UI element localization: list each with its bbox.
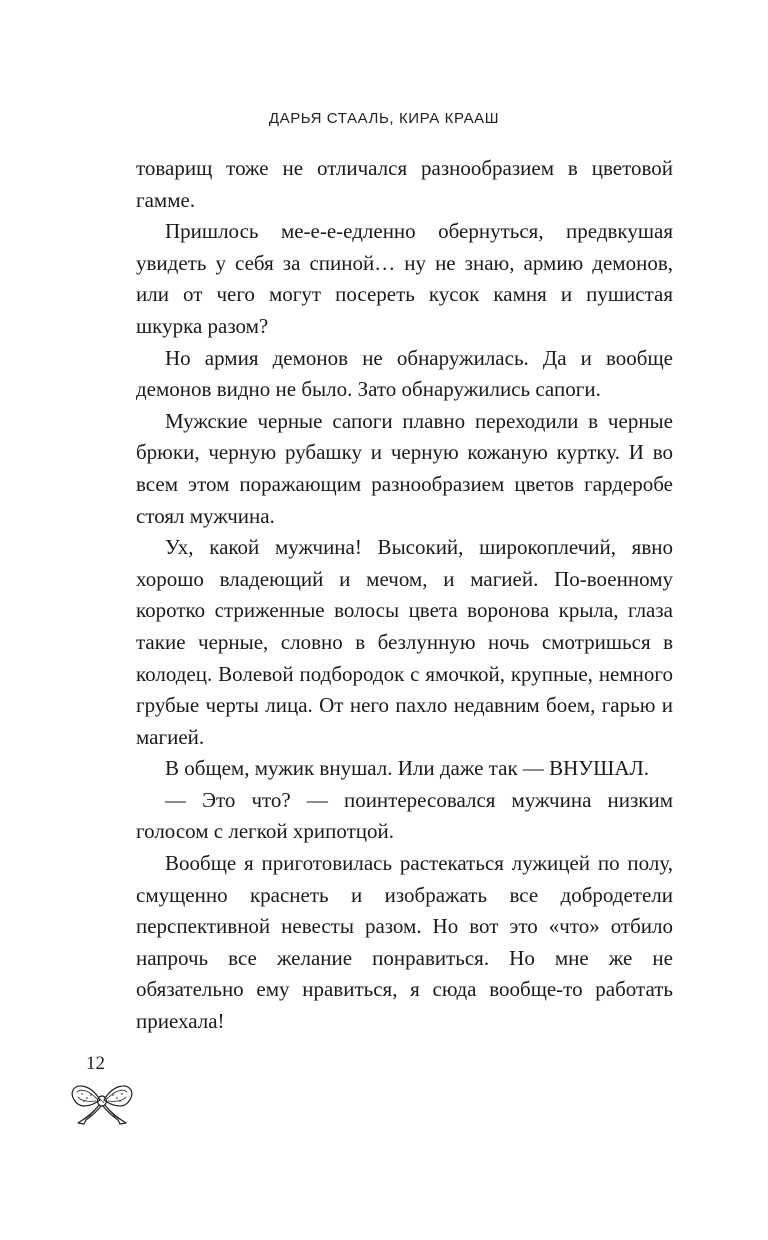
bow-icon <box>70 1076 134 1128</box>
body-text <box>136 153 673 1038</box>
paragraph: Пришлось ме-е-е-едленно обернуться, предвкушая увидеть у себя за спиной… ну не знаю, армию демонов, или от чего могут посереть кусок камня и пушистая шкурка разом? <box>136 219 673 338</box>
paragraph: Но армия демонов не обнаружилась. Да и вообще демонов видно не было. Зато обнаружились сапоги. <box>136 345 673 402</box>
page-number: 12 <box>86 1053 105 1074</box>
paragraph: — Это что? — поинтересовался мужчина низким голосом с легкой хрипотцой. <box>136 787 673 844</box>
paragraph: товарищ тоже не отличался разнообразием в цветовой гамме. <box>136 156 673 212</box>
paragraph: В общем, мужик внушал. Или даже так — ВНУШАЛ. <box>165 756 650 781</box>
paragraph: Вообще я приготовилась растекаться лужицей по полу, смущенно краснеть и изображать все добродетели перспективной невесты разом. Но вот это «что» отбило напрочь все желание понравиться. Но мне же не обязательно ему нравиться, я сюда вообще-то работать приехала! <box>136 851 673 1034</box>
running-head: ДАРЬЯ СТААЛЬ, КИРА КРААШ <box>268 110 500 127</box>
paragraph: Ух, какой мужчина! Высокий, широкоплечий, явно хорошо владеющий и мечом, и магией. По-военному коротко стриженные волосы цвета воронова крыла, глаза такие черные, словно в безлунную ночь смотришься в колодец. Волевой подбородок с ямочкой, крупные, немного грубые черты лица. От него пахло недавним боем, гарью и магией. <box>136 535 673 749</box>
paragraph: Мужские черные сапоги плавно переходили в черные брюки, черную рубашку и черную кожаную куртку. И во всем этом поражающим разнообразием цветов гардеробе стоял мужчина. <box>136 408 673 528</box>
